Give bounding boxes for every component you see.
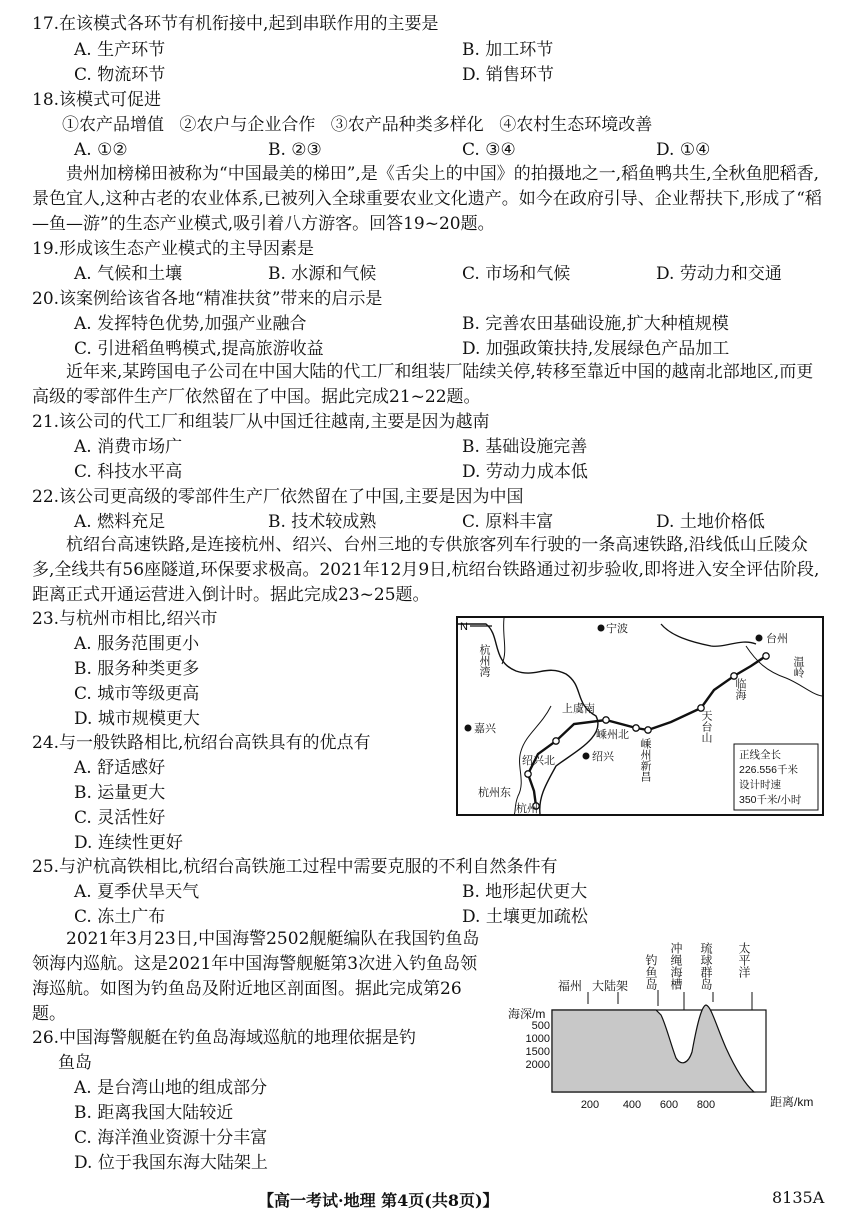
q26-stem-line2: 鱼岛	[58, 1053, 92, 1073]
profile-y-tick-1000: 1000	[525, 1033, 550, 1045]
passage-3: 杭绍台高速铁路,是连接杭州、绍兴、台州三地的专供旅客列车行驶的一条高速铁路,沿线低山丘陵众多,全线共有56座隧道,环保要求极高。2021年12月9日,杭绍台铁路通过初步验收,即将进入安全评估阶段,距离正式开通运营进入倒计时。据此完成23~25题。	[32, 535, 820, 605]
q25-option-d: D. 土壤更加疏松	[462, 907, 588, 927]
profile-x-tick-400: 400	[622, 1099, 642, 1111]
north-label: N	[460, 621, 468, 633]
map-label-ningbo: 宁波	[606, 623, 628, 635]
footer-code: 8135A	[772, 1188, 825, 1207]
q17-option-d: D. 销售环节	[462, 65, 554, 85]
q23-option-a: A. 服务范围更小	[74, 634, 200, 654]
map-label-shengzhou-bei: 嵊州北	[596, 729, 629, 741]
q21-option-a: A. 消费市场广	[74, 437, 183, 457]
q18-option-a: A. ①②	[74, 140, 128, 160]
q24-option-c: C. 灵活性好	[74, 808, 166, 828]
map-label-shaoxing: 绍兴	[592, 751, 614, 763]
q24-option-d: D. 连续性更好	[74, 833, 183, 853]
q17-option-b: B. 加工环节	[462, 40, 554, 60]
q17-option-a: A. 生产环节	[74, 40, 166, 60]
q26-option-a: A. 是台湾山地的组成部分	[74, 1078, 268, 1098]
q17-option-c: C. 物流环节	[74, 65, 166, 85]
q18-option-b: B. ②③	[268, 140, 322, 160]
map-legend-line4: 350千米/小时	[739, 794, 802, 806]
map-label-tiantaishan: 天台山	[700, 710, 712, 743]
q22-option-c: C. 原料丰富	[462, 512, 554, 532]
profile-label-ryukyu: 琉球群岛	[699, 942, 713, 990]
profile-x-tick-600: 600	[659, 1099, 679, 1111]
q22-option-a: A. 燃料充足	[74, 512, 166, 532]
map-legend-line3: 设计时速	[739, 779, 781, 791]
q22-option-b: B. 技术较成熟	[268, 512, 377, 532]
railway-map	[456, 616, 824, 816]
map-legend-line2: 226.556千米	[739, 764, 798, 776]
footer-title: 【高一考试·地理 第4页(共8页)】	[258, 1191, 499, 1210]
q19-option-d: D. 劳动力和交通	[656, 264, 782, 284]
q20-option-b: B. 完善农田基础设施,扩大种植规模	[462, 314, 729, 334]
q20-option-d: D. 加强政策扶持,发展绿色产品加工	[462, 339, 730, 359]
map-label-shangyu-nan: 上虞南	[562, 703, 595, 715]
q22-stem: 22.该公司更高级的零部件生产厂依然留在了中国,主要是因为中国	[32, 487, 524, 507]
q26-stem-line1: 26.中国海警舰艇在钓鱼岛海域巡航的地理依据是钓	[32, 1028, 417, 1048]
map-label-hangzhou-dong: 杭州东	[478, 787, 511, 799]
map-label-linhai: 临海	[734, 678, 746, 700]
profile-label-okinawa-trough: 冲绳海槽	[669, 942, 683, 990]
q23-option-d: D. 城市规模更大	[74, 709, 200, 729]
q25-stem: 25.与沪杭高铁相比,杭绍台高铁施工过程中需要克服的不利自然条件有	[32, 857, 558, 877]
q19-option-c: C. 市场和气候	[462, 264, 571, 284]
q22-options	[0, 510, 860, 534]
q18-option-d: D. ①④	[656, 140, 711, 160]
q18-stem: 18.该模式可促进	[32, 90, 162, 110]
q21-option-d: D. 劳动力成本低	[462, 462, 588, 482]
q19-options	[0, 262, 860, 286]
profile-x-title: 距离/km	[770, 1095, 814, 1109]
map-label-jiaxing: 嘉兴	[474, 723, 496, 735]
q20-option-a: A. 发挥特色优势,加强产业融合	[74, 314, 307, 334]
profile-x-tick-200: 200	[580, 1099, 600, 1111]
profile-y-tick-500: 500	[531, 1020, 550, 1032]
map-label-shengzhou-xinchang: 嵊州新昌	[639, 738, 651, 782]
profile-y-tick-2000: 2000	[525, 1059, 550, 1071]
q20-option-c: C. 引进稻鱼鸭模式,提高旅游收益	[74, 339, 324, 359]
q26-option-b: B. 距离我国大陆较近	[74, 1103, 234, 1123]
q23-option-b: B. 服务种类更多	[74, 659, 200, 679]
map-label-wenling: 温岭	[792, 656, 804, 678]
q26-option-d: D. 位于我国东海大陆架上	[74, 1153, 268, 1173]
q18-items: ①农产品增值 ②农户与企业合作 ③农产品种类多样化 ④农村生态环境改善	[62, 115, 653, 135]
q17-stem: 17.在该模式各环节有机衔接中,起到串联作用的主要是	[32, 14, 439, 34]
seabed-profile	[506, 930, 828, 1112]
profile-label-pacific: 太平洋	[737, 942, 751, 978]
q26-option-c: C. 海洋渔业资源十分丰富	[74, 1128, 268, 1148]
profile-label-diaoyu: 钓鱼岛	[644, 954, 658, 990]
passage-1: 贵州加榜梯田被称为“中国最美的梯田”,是《舌尖上的中国》的拍摄地之一,稻鱼鸭共生,全秋鱼肥稻香,景色宜人,这种古老的农业体系,已被列入全球重要农业文化遗产。如今在政府引导、企业帮扶下,形成了“稻—鱼—游”的生态产业模式,吸引着八方游客。回答19~20题。	[32, 164, 822, 234]
q19-stem: 19.形成该生态产业模式的主导因素是	[32, 239, 315, 259]
q25-option-a: A. 夏季伏旱天气	[74, 882, 200, 902]
q24-option-b: B. 运量更大	[74, 783, 166, 803]
passage-4: 2021年3月23日,中国海警2502舰艇编队在我国钓鱼岛领海内巡航。这是2021年中国海警舰艇第3次进入钓鱼岛领海巡航。如图为钓鱼岛及附近地区剖面图。据此完成第26题。	[32, 929, 480, 1024]
passage-2: 近年来,某跨国电子公司在中国大陆的代工厂和组装厂陆续关停,转移至靠近中国的越南北部地区,而更高级的零部件生产厂依然留在了中国。据此完成21~22题。	[32, 362, 814, 407]
map-label-hangzhou: 杭州	[516, 803, 538, 815]
q24-stem: 24.与一般铁路相比,杭绍台高铁具有的优点有	[32, 733, 371, 753]
map-label-taizhou: 台州	[766, 633, 788, 645]
profile-label-continental-shelf: 大陆架	[592, 979, 629, 993]
q19-option-a: A. 气候和土壤	[74, 264, 183, 284]
q23-option-c: C. 城市等级更高	[74, 684, 200, 704]
q22-option-d: D. 土地价格低	[656, 512, 765, 532]
map-legend-line1: 正线全长	[739, 749, 781, 761]
q24-option-a: A. 舒适感好	[74, 758, 166, 778]
map-label-hangzhou-bay: 杭州湾	[478, 644, 490, 677]
profile-y-title: 海深/m	[508, 1007, 546, 1021]
q21-option-b: B. 基础设施完善	[462, 437, 588, 457]
profile-y-tick-1500: 1500	[525, 1046, 550, 1058]
q25-option-c: C. 冻土广布	[74, 907, 166, 927]
map-label-shaoxing-bei: 绍兴北	[522, 755, 555, 767]
q18-options	[0, 138, 860, 162]
q18-option-c: C. ③④	[462, 140, 516, 160]
q21-option-c: C. 科技水平高	[74, 462, 183, 482]
q20-stem: 20.该案例给该省各地“精准扶贫”带来的启示是	[32, 289, 383, 309]
q19-option-b: B. 水源和气候	[268, 264, 377, 284]
profile-x-tick-800: 800	[696, 1099, 716, 1111]
q25-option-b: B. 地形起伏更大	[462, 882, 588, 902]
q23-stem: 23.与杭州市相比,绍兴市	[32, 609, 218, 629]
q21-stem: 21.该公司的代工厂和组装厂从中国迁往越南,主要是因为越南	[32, 412, 490, 432]
profile-label-fuzhou: 福州	[558, 979, 583, 993]
